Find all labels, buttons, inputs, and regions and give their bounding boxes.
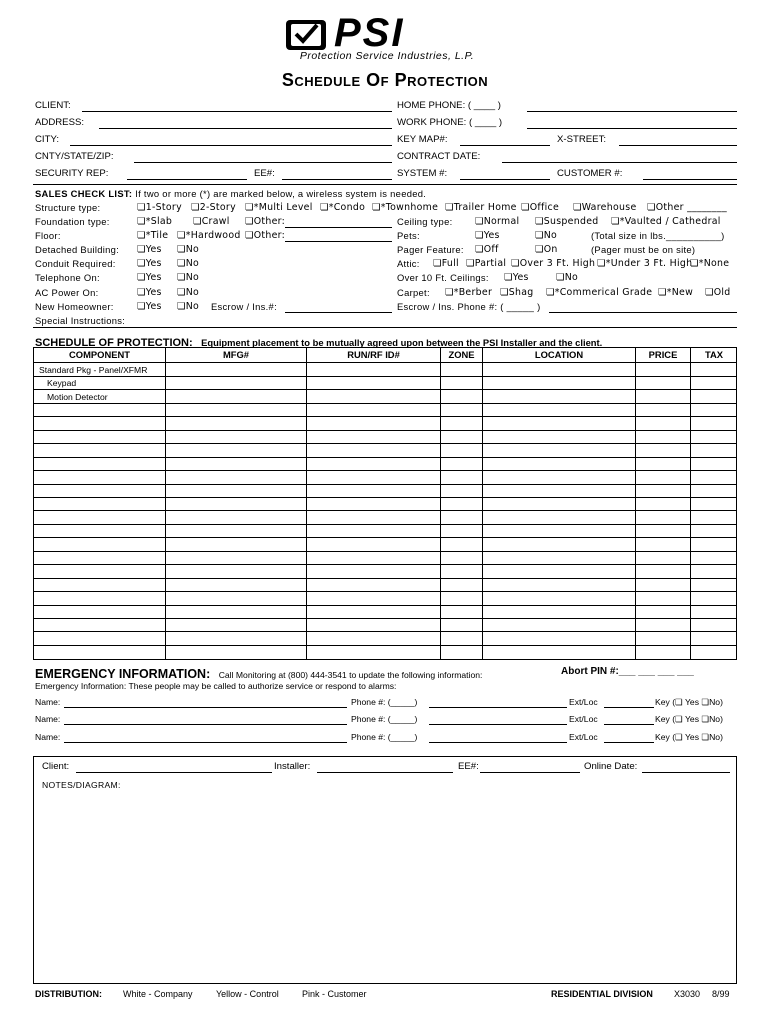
escrow-phone-field[interactable] bbox=[549, 312, 737, 313]
structure-label: Structure type: bbox=[35, 202, 101, 213]
escrow-label: Escrow / Ins.#: bbox=[211, 301, 277, 312]
form-number: X3030 bbox=[674, 989, 701, 999]
homeowner-label: New Homeowner: bbox=[35, 301, 114, 312]
row-divider bbox=[34, 551, 736, 552]
schedule-note: Equipment placement to be mutually agreed upon between the PSI Installer and the client. bbox=[201, 337, 603, 348]
opt-condo[interactable]: ❏*Condo bbox=[320, 202, 366, 213]
opt-1story[interactable]: ❏1-Story bbox=[137, 202, 182, 213]
x-street-field[interactable] bbox=[619, 145, 737, 146]
col-divider bbox=[690, 348, 691, 659]
detached-label: Detached Building: bbox=[35, 244, 120, 255]
row-divider bbox=[34, 645, 736, 646]
opt-attic-over3[interactable]: ❏Over 3 Ft. High bbox=[511, 258, 596, 269]
phone-field[interactable] bbox=[429, 742, 567, 743]
opt-warehouse[interactable]: ❏Warehouse bbox=[573, 202, 637, 213]
city-label: CITY: bbox=[35, 134, 59, 145]
opt-attic-partial[interactable]: ❏Partial bbox=[466, 258, 507, 269]
row-divider bbox=[34, 416, 736, 417]
phone-label: Phone #: (_____) bbox=[351, 714, 418, 724]
abort-pin[interactable]: Abort PIN #:___ ___ ___ ___ bbox=[561, 666, 694, 677]
col-divider bbox=[440, 348, 441, 659]
city-field[interactable] bbox=[70, 145, 392, 146]
opt-commercial[interactable]: ❏*Commerical Grade bbox=[546, 287, 653, 298]
box-ee-label: EE#: bbox=[458, 761, 479, 772]
opt-hardwood[interactable]: ❏*Hardwood bbox=[177, 230, 241, 241]
opt-pager-off[interactable]: ❏Off bbox=[475, 244, 499, 255]
col-zone: ZONE bbox=[448, 349, 475, 360]
opt-conduit-no[interactable]: ❏No bbox=[177, 258, 200, 269]
col-location: LOCATION bbox=[534, 349, 584, 360]
row-divider bbox=[34, 524, 736, 525]
pager-label: Pager Feature: bbox=[397, 244, 464, 255]
client-label: CLIENT: bbox=[35, 100, 71, 111]
row-divider bbox=[34, 618, 736, 619]
work-phone-label: WORK PHONE: ( ____ ) bbox=[397, 117, 503, 128]
row-divider bbox=[34, 631, 736, 632]
row-divider bbox=[34, 430, 736, 431]
distribution-white: White - Company bbox=[123, 989, 193, 999]
col-divider bbox=[482, 348, 483, 659]
opt-suspended[interactable]: ❏Suspended bbox=[535, 216, 599, 227]
opt-ac-no[interactable]: ❏No bbox=[177, 287, 200, 298]
floor-other-field[interactable] bbox=[285, 241, 392, 242]
col-divider bbox=[165, 348, 166, 659]
distribution-pink: Pink - Customer bbox=[302, 989, 367, 999]
phone-field[interactable] bbox=[429, 707, 567, 708]
logo-text: PSI bbox=[334, 11, 405, 55]
box-client-label: Client: bbox=[42, 761, 70, 772]
distribution-label: DISTRIBUTION: bbox=[35, 989, 102, 999]
phone-label: Phone #: (_____) bbox=[351, 697, 418, 707]
table-row: Keypad bbox=[47, 378, 77, 388]
opt-tile[interactable]: ❏*Tile bbox=[137, 230, 169, 241]
carpet-label: Carpet: bbox=[397, 287, 430, 298]
conduit-label: Conduit Required: bbox=[35, 258, 116, 269]
division-label: RESIDENTIAL DIVISION bbox=[551, 989, 653, 999]
floor-label: Floor: bbox=[35, 230, 61, 241]
system-label: SYSTEM #: bbox=[397, 168, 448, 179]
row-divider bbox=[34, 403, 736, 404]
opt-other-floor[interactable]: ❏Other: bbox=[245, 230, 286, 241]
distribution-yellow: Yellow - Control bbox=[216, 989, 279, 999]
ee-label: EE#: bbox=[254, 168, 275, 179]
address-label: ADDRESS: bbox=[35, 117, 85, 128]
telephone-label: Telephone On: bbox=[35, 272, 100, 283]
name-field[interactable] bbox=[64, 724, 347, 725]
emergency-note: Call Monitoring at (800) 444-3541 to update the following information: bbox=[218, 670, 483, 680]
opt-trailer[interactable]: ❏Trailer Home bbox=[445, 202, 517, 213]
page-title: Schedule Of Protection bbox=[281, 70, 489, 90]
opt-townhome[interactable]: ❏*Townhome bbox=[372, 202, 439, 213]
special-label: Special Instructions: bbox=[35, 315, 126, 326]
opt-new[interactable]: ❏*New bbox=[658, 287, 694, 298]
opt-pager-on[interactable]: ❏On bbox=[535, 244, 558, 255]
escrow-phone-label: Escrow / Ins. Phone #: ( _____ ) bbox=[397, 301, 541, 312]
col-price: PRICE bbox=[648, 349, 678, 360]
row-divider bbox=[34, 443, 736, 444]
ac-power-label: AC Power On: bbox=[35, 287, 99, 298]
opt-crawl[interactable]: ❏Crawl bbox=[193, 216, 230, 227]
opt-pets-no[interactable]: ❏No bbox=[535, 230, 558, 241]
key-label[interactable]: Key (❏ Yes ❏No) bbox=[655, 732, 723, 742]
attic-label: Attic: bbox=[397, 258, 420, 269]
name-label: Name: bbox=[35, 697, 61, 707]
ext-field[interactable] bbox=[604, 742, 654, 743]
row-divider bbox=[34, 564, 736, 565]
schedule-title: SCHEDULE OF PROTECTION: bbox=[35, 337, 193, 349]
opt-detached-no[interactable]: ❏No bbox=[177, 244, 200, 255]
row-divider bbox=[34, 362, 736, 363]
checklist-title: SALES CHECK LIST: bbox=[35, 188, 133, 199]
ext-label: Ext/Loc bbox=[569, 714, 598, 724]
company-tagline: Protection Service Industries, L.P. bbox=[299, 50, 475, 62]
row-divider bbox=[34, 484, 736, 485]
opt-attic-none[interactable]: ❏*None bbox=[690, 258, 730, 269]
foundation-other-field[interactable] bbox=[285, 227, 392, 228]
row-divider bbox=[34, 605, 736, 606]
key-map-label: KEY MAP#: bbox=[397, 134, 448, 145]
ext-field[interactable] bbox=[604, 724, 654, 725]
customer-label: CUSTOMER #: bbox=[557, 168, 623, 179]
x-street-label: X-STREET: bbox=[557, 134, 607, 145]
cnty-label: CNTY/STATE/ZIP: bbox=[35, 151, 114, 162]
col-mfg: MFG# bbox=[222, 349, 250, 360]
opt-office[interactable]: ❏Office bbox=[521, 202, 560, 213]
row-divider bbox=[34, 578, 736, 579]
address-field[interactable] bbox=[99, 128, 392, 129]
opt-other-foundation[interactable]: ❏Other: bbox=[245, 216, 286, 227]
divider bbox=[33, 327, 737, 328]
box-installer-label: Installer: bbox=[274, 761, 311, 772]
ext-label: Ext/Loc bbox=[569, 697, 598, 707]
contract-date-label: CONTRACT DATE: bbox=[397, 151, 481, 162]
pets-label: Pets: bbox=[397, 230, 420, 241]
opt-normal[interactable]: ❏Normal bbox=[475, 216, 520, 227]
home-phone-label: HOME PHONE: ( ____ ) bbox=[397, 100, 501, 111]
emergency-sub: Emergency Information: These people may be called to authorize service or respond to alarms: bbox=[35, 681, 397, 691]
opt-shag[interactable]: ❏Shag bbox=[500, 287, 534, 298]
table-row: Standard Pkg - Panel/XFMR bbox=[39, 365, 148, 375]
ceiling-label: Ceiling type: bbox=[397, 216, 453, 227]
opt-other-structure[interactable]: ❏Other ________ bbox=[647, 202, 728, 213]
ext-field[interactable] bbox=[604, 707, 654, 708]
psi-logo bbox=[284, 11, 484, 55]
opt-telephone-no[interactable]: ❏No bbox=[177, 272, 200, 283]
opt-pets-yes[interactable]: ❏Yes bbox=[475, 230, 500, 241]
opt-over10-yes[interactable]: ❏Yes bbox=[504, 272, 529, 283]
work-phone-field[interactable] bbox=[527, 128, 737, 129]
customer-field[interactable] bbox=[643, 179, 737, 180]
opt-slab[interactable]: ❏*Slab bbox=[137, 216, 173, 227]
cnty-field[interactable] bbox=[134, 162, 392, 163]
opt-telephone-yes[interactable]: ❏Yes bbox=[137, 272, 162, 283]
name-label: Name: bbox=[35, 714, 61, 724]
notes-label: NOTES/DIAGRAM: bbox=[42, 780, 121, 790]
key-map-field[interactable] bbox=[460, 145, 550, 146]
checklist-note: If two or more (*) are marked below, a wireless system is needed. bbox=[135, 188, 427, 199]
contract-date-field[interactable] bbox=[502, 162, 737, 163]
over10-label: Over 10 Ft. Ceilings: bbox=[397, 272, 489, 283]
checklist-heading bbox=[35, 188, 426, 199]
box-installer-field[interactable] bbox=[317, 772, 453, 773]
col-divider bbox=[306, 348, 307, 659]
opt-homeowner-yes[interactable]: ❏Yes bbox=[137, 301, 162, 312]
equipment-table bbox=[33, 347, 737, 660]
row-divider bbox=[34, 591, 736, 592]
opt-2story[interactable]: ❏2-Story bbox=[191, 202, 236, 213]
col-run: RUN/RF ID# bbox=[347, 349, 400, 360]
phone-label: Phone #: (_____) bbox=[351, 732, 418, 742]
client-field[interactable] bbox=[82, 111, 392, 112]
name-field[interactable] bbox=[64, 742, 347, 743]
ee-field[interactable] bbox=[282, 179, 392, 180]
phone-field[interactable] bbox=[429, 724, 567, 725]
box-ee-field[interactable] bbox=[480, 772, 580, 773]
name-label: Name: bbox=[35, 732, 61, 742]
opt-over10-no[interactable]: ❏No bbox=[556, 272, 579, 283]
opt-detached-yes[interactable]: ❏Yes bbox=[137, 244, 162, 255]
opt-old[interactable]: ❏Old bbox=[705, 287, 731, 298]
opt-berber[interactable]: ❏*Berber bbox=[445, 287, 493, 298]
row-divider bbox=[34, 497, 736, 498]
box-online-field[interactable] bbox=[642, 772, 730, 773]
row-divider bbox=[34, 470, 736, 471]
row-divider bbox=[34, 389, 736, 390]
opt-attic-under3[interactable]: ❏*Under 3 Ft. High bbox=[597, 258, 693, 269]
table-row: Motion Detector bbox=[47, 392, 108, 402]
pager-note: (Pager must be on site) bbox=[591, 244, 696, 255]
key-label[interactable]: Key (❏ Yes ❏No) bbox=[655, 714, 723, 724]
col-component: COMPONENT bbox=[69, 349, 130, 360]
box-online-label: Online Date: bbox=[584, 761, 638, 772]
key-label[interactable]: Key (❏ Yes ❏No) bbox=[655, 697, 723, 707]
row-divider bbox=[34, 510, 736, 511]
opt-conduit-yes[interactable]: ❏Yes bbox=[137, 258, 162, 269]
security-rep-field[interactable] bbox=[127, 179, 247, 180]
box-client-field[interactable] bbox=[76, 772, 272, 773]
emergency-title: EMERGENCY INFORMATION: bbox=[35, 667, 211, 681]
col-divider bbox=[635, 348, 636, 659]
opt-ac-yes[interactable]: ❏Yes bbox=[137, 287, 162, 298]
security-rep-label: SECURITY REP: bbox=[35, 168, 109, 179]
row-divider bbox=[34, 537, 736, 538]
name-field[interactable] bbox=[64, 707, 347, 708]
divider bbox=[33, 184, 737, 185]
pets-size: (Total size in lbs.__________) bbox=[591, 230, 725, 241]
ext-label: Ext/Loc bbox=[569, 732, 598, 742]
foundation-label: Foundation type: bbox=[35, 216, 110, 227]
opt-multilevel[interactable]: ❏*Multi Level bbox=[245, 202, 313, 213]
installer-box bbox=[33, 756, 737, 984]
row-divider bbox=[34, 457, 736, 458]
opt-vaulted[interactable]: ❏*Vaulted / Cathedral bbox=[611, 216, 721, 227]
system-field[interactable] bbox=[460, 179, 550, 180]
opt-homeowner-no[interactable]: ❏No bbox=[177, 301, 200, 312]
home-phone-field[interactable] bbox=[527, 111, 737, 112]
col-tax: TAX bbox=[704, 349, 724, 360]
row-divider bbox=[34, 376, 736, 377]
opt-attic-full[interactable]: ❏Full bbox=[433, 258, 459, 269]
form-date: 8/99 bbox=[712, 989, 730, 999]
escrow-field[interactable] bbox=[285, 312, 392, 313]
